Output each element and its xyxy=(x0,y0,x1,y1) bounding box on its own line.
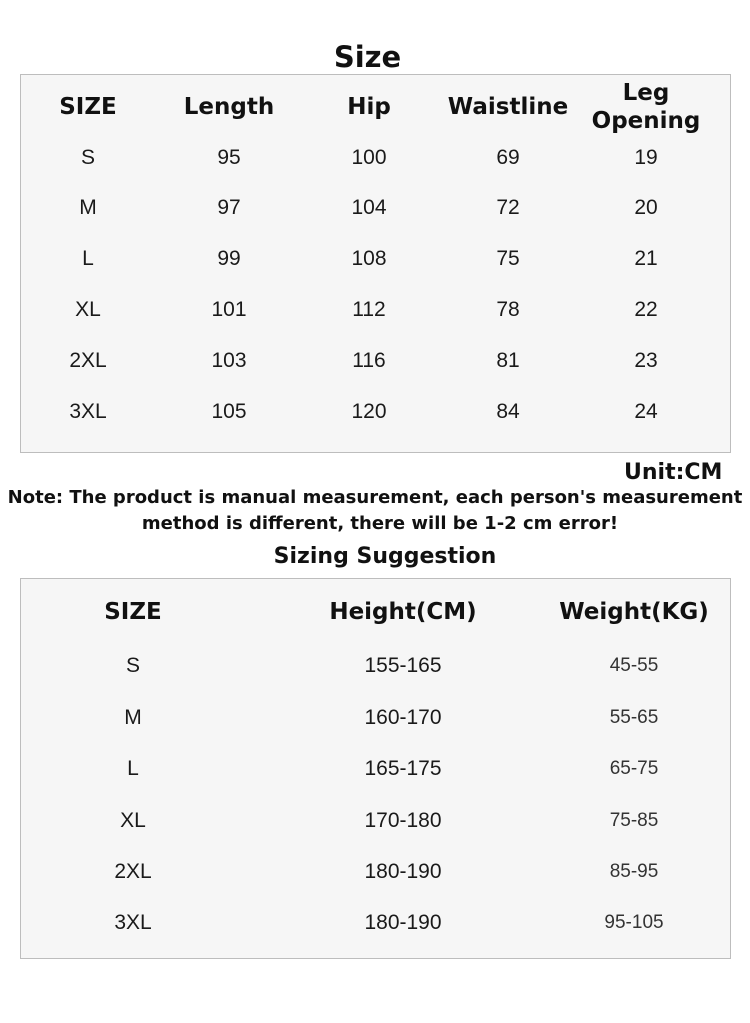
header-size: SIZE xyxy=(59,94,117,120)
suggestion-cell: L xyxy=(127,757,139,780)
size-chart-cell: 72 xyxy=(496,196,520,219)
header-waistline: Waistline xyxy=(447,94,569,120)
suggestion-cell: 2XL xyxy=(114,860,152,883)
size-chart-cell: XL xyxy=(75,298,101,321)
suggestion-cell: 180-190 xyxy=(364,911,442,934)
size-chart-cell: 81 xyxy=(496,349,520,372)
size-chart-cell: 78 xyxy=(496,298,520,321)
suggestion-cell: 95-105 xyxy=(604,912,664,933)
size-chart-cell: 3XL xyxy=(69,400,107,423)
suggestion-cell: M xyxy=(124,706,142,729)
suggestion-cell: 55-65 xyxy=(609,707,659,728)
size-chart-cell: 97 xyxy=(217,196,241,219)
suggestion-cell: 75-85 xyxy=(609,810,659,831)
note-line-1: Note: The product is manual measurement, each person's measurement xyxy=(7,487,743,508)
size-chart-cell: 2XL xyxy=(69,349,107,372)
size-chart-cell: 104 xyxy=(351,196,387,219)
header-height: Height(CM) xyxy=(329,599,477,625)
size-chart-cell: 112 xyxy=(352,298,386,321)
suggestion-cell: S xyxy=(125,654,141,677)
size-chart-cell: L xyxy=(82,247,94,270)
size-chart-cell: 100 xyxy=(351,146,387,169)
size-chart-cell: 99 xyxy=(217,247,241,270)
unit-label: Unit:CM xyxy=(624,460,723,485)
suggestion-cell: XL xyxy=(120,809,146,832)
size-chart-cell: 19 xyxy=(634,146,658,169)
header-hip: Hip xyxy=(347,94,391,120)
size-chart-cell: M xyxy=(79,196,97,219)
size-chart-cell: 95 xyxy=(217,146,241,169)
size-chart-cell: 21 xyxy=(634,247,658,270)
sizing-suggestion-title: Sizing Suggestion xyxy=(273,544,497,569)
suggestion-cell: 3XL xyxy=(114,911,152,934)
suggestion-cell: 165-175 xyxy=(364,757,442,780)
size-chart-cell: 24 xyxy=(634,400,658,423)
size-chart-cell: 116 xyxy=(352,349,386,372)
suggestion-cell: 85-95 xyxy=(609,861,659,882)
size-chart-cell: S xyxy=(80,146,96,169)
size-chart-cell: 75 xyxy=(496,247,520,270)
note-line-2: method is different, there will be 1-2 cm error! xyxy=(141,513,619,534)
size-chart-cell: 108 xyxy=(351,247,387,270)
header-length: Length xyxy=(183,94,275,120)
size-chart-cell: 105 xyxy=(211,400,247,423)
suggestion-cell: 155-165 xyxy=(364,654,442,677)
size-chart-cell: 101 xyxy=(211,298,247,321)
header-leg-opening: Leg Opening xyxy=(591,80,701,134)
suggestion-cell: 170-180 xyxy=(364,809,442,832)
size-chart-title: Size xyxy=(333,40,402,74)
size-chart-cell: 22 xyxy=(634,298,658,321)
size-chart-cell: 120 xyxy=(351,400,387,423)
suggestion-cell: 65-75 xyxy=(609,758,659,779)
header-size: SIZE xyxy=(104,599,162,625)
suggestion-cell: 180-190 xyxy=(364,860,442,883)
header-weight: Weight(KG) xyxy=(559,599,709,625)
suggestion-cell: 160-170 xyxy=(364,706,442,729)
size-chart-cell: 103 xyxy=(211,349,247,372)
suggestion-cell: 45-55 xyxy=(609,655,659,676)
size-chart-cell: 23 xyxy=(634,349,658,372)
size-chart-cell: 84 xyxy=(496,400,520,423)
size-chart-cell: 20 xyxy=(634,196,658,219)
size-chart-cell: 69 xyxy=(496,146,520,169)
